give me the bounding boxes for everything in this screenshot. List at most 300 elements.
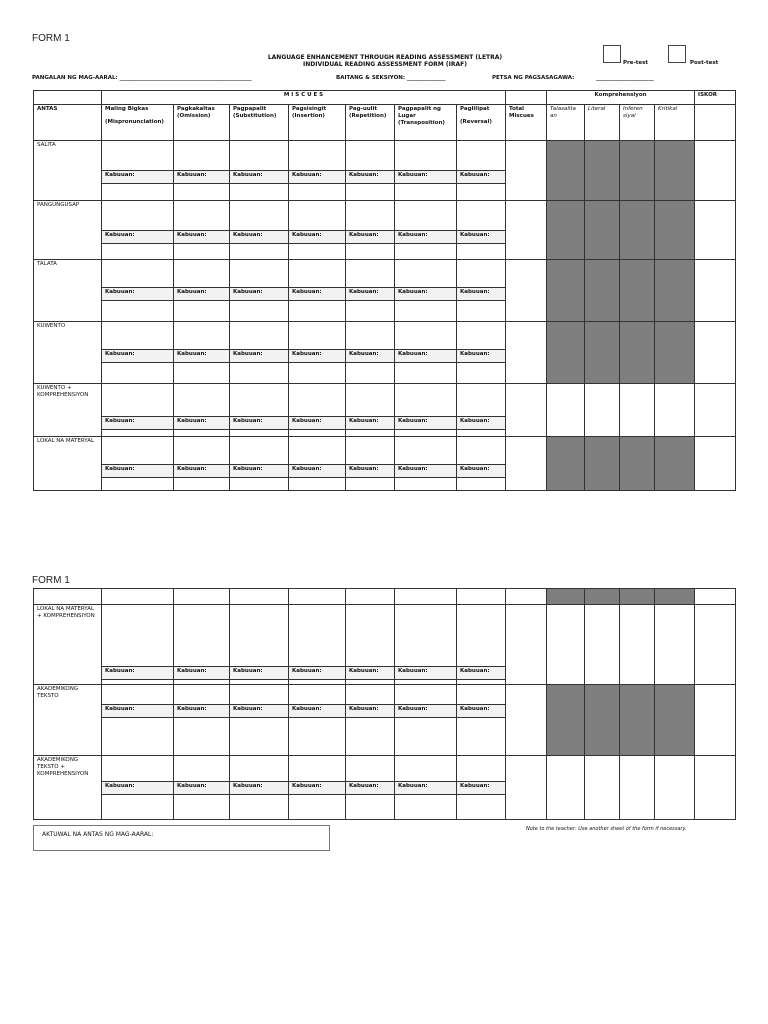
- header-blank: [289, 589, 346, 605]
- sum-cell[interactable]: Kabuuan:: [457, 288, 506, 301]
- table-row: [34, 605, 736, 667]
- total-miscues-header: Total Miscues: [506, 105, 547, 141]
- entry-cell[interactable]: [230, 437, 289, 465]
- maling-bigkas-label: Maling Bigkas: [105, 106, 149, 112]
- sum-cell[interactable]: Kabuuan:: [102, 231, 174, 244]
- entry-cell[interactable]: [230, 605, 289, 667]
- sum-cell[interactable]: Kabuuan:: [395, 705, 457, 718]
- repetition-label: (Repetition): [349, 113, 387, 119]
- iskor-cell[interactable]: [695, 605, 736, 685]
- transposition-label: (Transposition): [398, 120, 445, 126]
- sum-cell[interactable]: Kabuuan:: [346, 350, 395, 363]
- entry-cell[interactable]: [289, 260, 346, 288]
- entry-cell[interactable]: [230, 141, 289, 171]
- entry-cell[interactable]: [174, 184, 230, 201]
- komprehensiyon-cell[interactable]: [547, 756, 585, 820]
- komprehensiyon-cell[interactable]: [655, 384, 695, 437]
- shaded-cell: [620, 322, 655, 384]
- entry-cell[interactable]: [289, 478, 346, 491]
- entry-cell[interactable]: [346, 301, 395, 322]
- antas-header: ANTAS: [34, 105, 102, 141]
- komprehensiyon-cell[interactable]: [547, 384, 585, 437]
- komprehensiyon-cell[interactable]: [620, 605, 655, 685]
- entry-cell[interactable]: [102, 184, 174, 201]
- pagpapalit-header: [230, 105, 289, 141]
- form-label-2: FORM 1: [32, 575, 70, 586]
- maling-bigkas-header: [102, 105, 174, 141]
- form-title: [200, 54, 570, 68]
- sum-cell[interactable]: Kabuuan:: [346, 288, 395, 301]
- entry-cell[interactable]: [102, 478, 174, 491]
- entry-cell[interactable]: [174, 201, 230, 231]
- entry-cell[interactable]: [346, 430, 395, 437]
- pag-uulit-header: [346, 105, 395, 141]
- literal-header: Literal: [585, 105, 620, 141]
- entry-cell[interactable]: [395, 260, 457, 288]
- header-row-blank: [34, 589, 736, 605]
- entry-cell[interactable]: [457, 244, 506, 260]
- entry-cell[interactable]: [346, 260, 395, 288]
- entry-cell[interactable]: [289, 685, 346, 705]
- entry-cell[interactable]: [289, 322, 346, 350]
- entry-cell[interactable]: [289, 141, 346, 171]
- total-cell[interactable]: [506, 605, 547, 685]
- komprehensiyon-cell[interactable]: [585, 384, 620, 437]
- title-line-2: INDIVIDUAL READING ASSESSMENT FORM (IRAF): [303, 61, 467, 68]
- sum-cell[interactable]: Kabuuan:: [174, 667, 230, 680]
- entry-cell[interactable]: [457, 756, 506, 782]
- title-line-1: LANGUAGE ENHANCEMENT THROUGH READING ASSESSMENT (LETRA): [267, 54, 503, 61]
- sum-cell[interactable]: Kabuuan:: [289, 417, 346, 430]
- entry-cell[interactable]: [102, 795, 174, 820]
- entry-cell[interactable]: [289, 718, 346, 756]
- sum-cell[interactable]: Kabuuan:: [230, 705, 289, 718]
- total-cell[interactable]: [506, 322, 547, 384]
- sum-cell[interactable]: Kabuuan:: [395, 171, 457, 184]
- entry-cell[interactable]: [102, 718, 174, 756]
- pagpapalit-lugar-header: [395, 105, 457, 141]
- entry-cell[interactable]: [230, 430, 289, 437]
- entry-cell[interactable]: [457, 437, 506, 465]
- assessment-table-1: [33, 90, 736, 491]
- row-label-akademikong-teksto: AKADEMIKONG TEKSTO: [34, 685, 102, 756]
- shaded-cell: [585, 322, 620, 384]
- entry-cell[interactable]: [395, 718, 457, 756]
- sum-cell[interactable]: Kabuuan:: [346, 705, 395, 718]
- sum-cell[interactable]: Kabuuan:: [346, 417, 395, 430]
- komprehensiyon-cell[interactable]: [655, 605, 695, 685]
- entry-cell[interactable]: [395, 478, 457, 491]
- posttest-checkbox[interactable]: [668, 45, 686, 63]
- shaded-cell: [620, 260, 655, 322]
- entry-cell[interactable]: [102, 685, 174, 705]
- insertion-label: (Insertion): [292, 113, 325, 119]
- entry-cell[interactable]: [395, 685, 457, 705]
- posttest-label: Post-test: [690, 60, 719, 66]
- entry-cell[interactable]: [457, 384, 506, 417]
- entry-cell[interactable]: [346, 384, 395, 417]
- entry-cell[interactable]: [230, 184, 289, 201]
- pretest-label: Pre-test: [623, 60, 649, 66]
- sum-cell[interactable]: Kabuuan:: [289, 288, 346, 301]
- sum-cell[interactable]: Kabuuan:: [102, 465, 174, 478]
- table-row: [34, 437, 736, 465]
- entry-cell[interactable]: [230, 201, 289, 231]
- entry-cell[interactable]: [289, 301, 346, 322]
- row-label-kuwento: KUWENTO: [34, 322, 102, 384]
- entry-cell[interactable]: [289, 430, 346, 437]
- sum-cell[interactable]: Kabuuan:: [230, 288, 289, 301]
- shaded-cell: [585, 437, 620, 491]
- entry-cell[interactable]: [346, 795, 395, 820]
- sum-cell[interactable]: Kabuuan:: [230, 782, 289, 795]
- entry-cell[interactable]: [102, 756, 174, 782]
- pagsisingit-label: Pagsisingit: [292, 106, 327, 112]
- row-label-lokal-na-materyal: LOKAL NA MATERYAL: [34, 437, 102, 491]
- entry-cell[interactable]: [174, 437, 230, 465]
- sum-cell[interactable]: Kabuuan:: [457, 667, 506, 680]
- komprehensiyon-cell[interactable]: [620, 384, 655, 437]
- shaded-cell: [620, 437, 655, 491]
- total-cell[interactable]: [506, 685, 547, 756]
- sum-cell[interactable]: Kabuuan:: [174, 350, 230, 363]
- shaded-cell: [585, 141, 620, 201]
- entry-cell[interactable]: [102, 430, 174, 437]
- komprehensiyon-cell[interactable]: [547, 605, 585, 685]
- shaded-cell: [655, 437, 695, 491]
- shaded-cell: [547, 589, 585, 605]
- total-cell[interactable]: [506, 141, 547, 201]
- entry-cell[interactable]: [289, 363, 346, 384]
- entry-cell[interactable]: [289, 605, 346, 667]
- sum-cell[interactable]: Kabuuan:: [174, 417, 230, 430]
- entry-cell[interactable]: [174, 685, 230, 705]
- entry-cell[interactable]: [102, 437, 174, 465]
- entry-cell[interactable]: [346, 363, 395, 384]
- komprehensiyon-cell[interactable]: [585, 756, 620, 820]
- entry-cell[interactable]: [174, 478, 230, 491]
- sum-cell[interactable]: Kabuuan:: [174, 171, 230, 184]
- table-row: [34, 756, 736, 782]
- sum-cell[interactable]: Kabuuan:: [395, 231, 457, 244]
- sum-cell[interactable]: Kabuuan:: [230, 350, 289, 363]
- entry-cell[interactable]: [230, 718, 289, 756]
- sum-cell[interactable]: Kabuuan:: [457, 705, 506, 718]
- shaded-cell: [547, 260, 585, 322]
- shaded-cell: [585, 201, 620, 260]
- entry-cell[interactable]: [457, 141, 506, 171]
- entry-cell[interactable]: [102, 605, 174, 667]
- entry-cell[interactable]: [346, 184, 395, 201]
- entry-cell[interactable]: [230, 685, 289, 705]
- entry-cell[interactable]: [230, 384, 289, 417]
- sum-cell[interactable]: Kabuuan:: [346, 231, 395, 244]
- assessment-table-2: [33, 588, 736, 820]
- sum-cell[interactable]: Kabuuan:: [289, 465, 346, 478]
- entry-cell[interactable]: [395, 244, 457, 260]
- entry-cell[interactable]: [174, 384, 230, 417]
- table-row: [34, 141, 736, 171]
- entry-cell[interactable]: [174, 430, 230, 437]
- entry-cell[interactable]: [174, 141, 230, 171]
- table-row: [34, 685, 736, 705]
- entry-cell[interactable]: [289, 384, 346, 417]
- substitution-label: (Substitution): [233, 113, 277, 119]
- header-blank: [695, 589, 736, 605]
- entry-cell[interactable]: [102, 244, 174, 260]
- entry-cell[interactable]: [395, 201, 457, 231]
- total-cell[interactable]: [506, 260, 547, 322]
- sum-cell[interactable]: Kabuuan:: [457, 231, 506, 244]
- iskor-cell: [695, 105, 736, 141]
- shaded-cell: [655, 141, 695, 201]
- sum-cell[interactable]: Kabuuan:: [102, 782, 174, 795]
- entry-cell[interactable]: [457, 184, 506, 201]
- entry-cell[interactable]: [457, 260, 506, 288]
- grade-section-field[interactable]: BAITANG & SEKSIYON: ______________: [336, 75, 446, 81]
- entry-cell[interactable]: [395, 322, 457, 350]
- komprehensiyon-header: Komprehensiyon: [547, 91, 695, 105]
- sum-cell[interactable]: Kabuuan:: [457, 171, 506, 184]
- sum-cell[interactable]: Kabuuan:: [395, 465, 457, 478]
- sum-cell[interactable]: Kabuuan:: [346, 782, 395, 795]
- entry-cell[interactable]: [289, 201, 346, 231]
- entry-cell[interactable]: [457, 605, 506, 667]
- header-blank: [102, 589, 174, 605]
- entry-cell[interactable]: [289, 437, 346, 465]
- entry-cell[interactable]: [395, 756, 457, 782]
- table-row: [34, 201, 736, 231]
- shaded-cell: [620, 141, 655, 201]
- sum-cell[interactable]: Kabuuan:: [395, 350, 457, 363]
- inferensiyal-header: Inferen siyal: [620, 105, 655, 141]
- pag-uulit-label: Pag-uulit: [349, 106, 378, 112]
- entry-cell[interactable]: [346, 478, 395, 491]
- shaded-cell: [547, 201, 585, 260]
- teacher-note: Note to the teacher: Use another sheet of the form if necessary.: [526, 826, 687, 832]
- shaded-cell: [547, 437, 585, 491]
- total-cell[interactable]: [506, 201, 547, 260]
- sum-cell[interactable]: Kabuuan:: [230, 417, 289, 430]
- entry-cell[interactable]: [174, 795, 230, 820]
- sum-cell[interactable]: Kabuuan:: [102, 705, 174, 718]
- entry-cell[interactable]: [457, 430, 506, 437]
- entry-cell[interactable]: [230, 322, 289, 350]
- shaded-cell: [547, 141, 585, 201]
- entry-cell[interactable]: [102, 201, 174, 231]
- komprehensiyon-cell[interactable]: [620, 756, 655, 820]
- entry-cell[interactable]: [102, 141, 174, 171]
- table-row: [34, 322, 736, 350]
- entry-cell[interactable]: [395, 184, 457, 201]
- iskor-cell[interactable]: [695, 141, 736, 201]
- sum-cell[interactable]: Kabuuan:: [457, 782, 506, 795]
- pagpapalit-label: Pagpapalit: [233, 106, 267, 112]
- row-label-akademikong-komprehensiyon: AKADEMIKONG TEKSTO + KOMPREHENSIYON: [34, 756, 102, 820]
- sum-cell[interactable]: Kabuuan:: [102, 417, 174, 430]
- shaded-cell: [655, 685, 695, 756]
- iskor-cell[interactable]: [695, 437, 736, 491]
- sum-cell[interactable]: Kabuuan:: [395, 667, 457, 680]
- sum-cell[interactable]: Kabuuan:: [457, 350, 506, 363]
- sum-cell[interactable]: Kabuuan:: [289, 667, 346, 680]
- table-row: [34, 260, 736, 288]
- header-blank: [34, 91, 102, 105]
- entry-cell[interactable]: [346, 437, 395, 465]
- entry-cell[interactable]: [230, 244, 289, 260]
- sum-cell[interactable]: Kabuuan:: [230, 465, 289, 478]
- total-cell[interactable]: [506, 437, 547, 491]
- entry-cell[interactable]: [346, 718, 395, 756]
- sum-cell[interactable]: Kabuuan:: [174, 705, 230, 718]
- sum-cell[interactable]: Kabuuan:: [289, 705, 346, 718]
- iskor-cell[interactable]: [695, 322, 736, 384]
- shaded-cell: [547, 322, 585, 384]
- entry-cell[interactable]: [289, 244, 346, 260]
- miscues-header: M I S C U E S: [102, 91, 506, 105]
- header-blank: [174, 589, 230, 605]
- entry-cell[interactable]: [102, 301, 174, 322]
- entry-cell[interactable]: [174, 244, 230, 260]
- entry-cell[interactable]: [102, 384, 174, 417]
- entry-cell[interactable]: [395, 141, 457, 171]
- total-cell[interactable]: [506, 384, 547, 437]
- entry-cell[interactable]: [102, 322, 174, 350]
- entry-cell[interactable]: [174, 363, 230, 384]
- entry-cell[interactable]: [174, 301, 230, 322]
- iskor-cell[interactable]: [695, 685, 736, 756]
- iskor-cell[interactable]: [695, 384, 736, 437]
- entry-cell[interactable]: [395, 795, 457, 820]
- entry-cell[interactable]: [457, 301, 506, 322]
- sum-cell[interactable]: Kabuuan:: [457, 417, 506, 430]
- omission-label: (Omission): [177, 113, 211, 119]
- entry-cell[interactable]: [174, 756, 230, 782]
- header-row-2: [34, 105, 736, 141]
- entry-cell[interactable]: [102, 260, 174, 288]
- entry-cell[interactable]: [174, 322, 230, 350]
- sum-cell[interactable]: Kabuuan:: [289, 350, 346, 363]
- iskor-cell[interactable]: [695, 756, 736, 820]
- entry-cell[interactable]: [395, 437, 457, 465]
- form-label: FORM 1: [32, 33, 70, 44]
- entry-cell[interactable]: [102, 363, 174, 384]
- sum-cell[interactable]: Kabuuan:: [346, 667, 395, 680]
- entry-cell[interactable]: [230, 795, 289, 820]
- entry-cell[interactable]: [174, 718, 230, 756]
- row-label-pangungusap: PANGUNGUSAP: [34, 201, 102, 260]
- entry-cell[interactable]: [289, 795, 346, 820]
- paglilipat-header: [457, 105, 506, 141]
- entry-cell[interactable]: [346, 685, 395, 705]
- sum-cell[interactable]: Kabuuan:: [102, 350, 174, 363]
- entry-cell[interactable]: [395, 384, 457, 417]
- sum-cell[interactable]: Kabuuan:: [174, 288, 230, 301]
- entry-cell[interactable]: [289, 756, 346, 782]
- shaded-cell: [655, 260, 695, 322]
- entry-cell[interactable]: [230, 363, 289, 384]
- sum-cell[interactable]: Kabuuan:: [395, 782, 457, 795]
- header-blank: [506, 91, 547, 105]
- entry-cell[interactable]: [230, 478, 289, 491]
- entry-cell[interactable]: [457, 718, 506, 756]
- entry-cell[interactable]: [457, 795, 506, 820]
- sum-cell[interactable]: Kabuuan:: [102, 288, 174, 301]
- sum-cell[interactable]: Kabuuan:: [230, 231, 289, 244]
- entry-cell[interactable]: [457, 322, 506, 350]
- entry-cell[interactable]: [457, 201, 506, 231]
- pagpapalit-lugar-label: Pagpapalit ng Lugar: [398, 106, 441, 119]
- sum-cell[interactable]: Kabuuan:: [289, 231, 346, 244]
- pretest-checkbox[interactable]: [603, 45, 621, 63]
- sum-cell[interactable]: Kabuuan:: [457, 465, 506, 478]
- sum-cell[interactable]: Kabuuan:: [289, 171, 346, 184]
- header-blank: [457, 589, 506, 605]
- entry-cell[interactable]: [346, 756, 395, 782]
- row-label-lokal-komprehensiyon: LOKAL NA MATERYAL + KOMPREHENSIYON: [34, 605, 102, 685]
- komprehensiyon-cell[interactable]: [655, 756, 695, 820]
- row-label-salita: SALITA: [34, 141, 102, 201]
- entry-cell[interactable]: [230, 756, 289, 782]
- sum-cell[interactable]: Kabuuan:: [102, 171, 174, 184]
- total-cell[interactable]: [506, 756, 547, 820]
- entry-cell[interactable]: [395, 363, 457, 384]
- sum-cell[interactable]: Kabuuan:: [346, 171, 395, 184]
- entry-cell[interactable]: [230, 260, 289, 288]
- entry-cell[interactable]: [289, 184, 346, 201]
- komprehensiyon-cell[interactable]: [585, 605, 620, 685]
- actual-level-label: AKTUWAL NA ANTAS NG MAG-AARAL:: [42, 831, 154, 838]
- entry-cell[interactable]: [346, 605, 395, 667]
- row-label-kuwento-komprehensiyon: KUWENTO + KOMPREHENSIYON: [34, 384, 102, 437]
- entry-cell[interactable]: [346, 244, 395, 260]
- sum-cell[interactable]: Kabuuan:: [346, 465, 395, 478]
- sum-cell[interactable]: Kabuuan:: [102, 667, 174, 680]
- entry-cell[interactable]: [230, 301, 289, 322]
- sum-cell[interactable]: Kabuuan:: [174, 465, 230, 478]
- entry-cell[interactable]: [346, 141, 395, 171]
- sum-cell[interactable]: Kabuuan:: [230, 667, 289, 680]
- entry-cell[interactable]: [346, 322, 395, 350]
- actual-level-box[interactable]: [33, 825, 330, 851]
- date-field-input[interactable]: _____________________: [596, 75, 654, 81]
- sum-cell[interactable]: Kabuuan:: [230, 171, 289, 184]
- entry-cell[interactable]: [395, 301, 457, 322]
- header-blank: [34, 589, 102, 605]
- entry-cell[interactable]: [346, 201, 395, 231]
- header-blank: [346, 589, 395, 605]
- sum-cell[interactable]: Kabuuan:: [174, 231, 230, 244]
- entry-cell[interactable]: [395, 605, 457, 667]
- table-row: [34, 384, 736, 417]
- sum-cell[interactable]: Kabuuan:: [395, 417, 457, 430]
- sum-cell[interactable]: Kabuuan:: [395, 288, 457, 301]
- entry-cell[interactable]: [457, 478, 506, 491]
- student-name-field[interactable]: PANGALAN NG MAG-AARAL: ________________________________________________: [32, 75, 252, 81]
- entry-cell[interactable]: [457, 685, 506, 705]
- iskor-cell[interactable]: [695, 260, 736, 322]
- header-blank: [395, 589, 457, 605]
- sum-cell[interactable]: Kabuuan:: [289, 782, 346, 795]
- iskor-cell[interactable]: [695, 201, 736, 260]
- shaded-cell: [655, 201, 695, 260]
- sum-cell[interactable]: Kabuuan:: [174, 782, 230, 795]
- entry-cell[interactable]: [174, 260, 230, 288]
- entry-cell[interactable]: [395, 430, 457, 437]
- entry-cell[interactable]: [174, 605, 230, 667]
- entry-cell[interactable]: [457, 363, 506, 384]
- mispronunciation-label: (Mispronunciation): [105, 119, 164, 125]
